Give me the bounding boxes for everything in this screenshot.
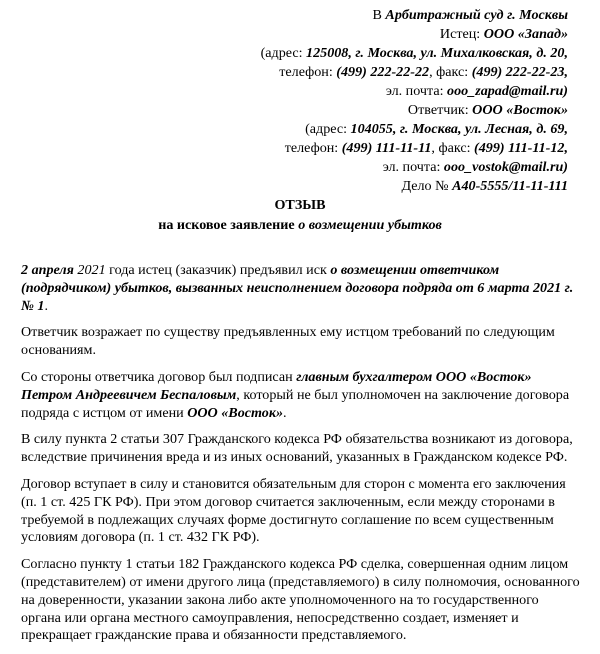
plaintiff-name: ООО «Запад» — [483, 26, 568, 42]
defendant-email: ooo_vostok@mail.ru) — [443, 159, 568, 175]
plaintiff-email: ooo_zapad@mail.ru) — [447, 83, 568, 99]
defendant-address-line: (адрес: 104055, г. Москва, ул. Лесная, д. 69, — [305, 121, 568, 137]
claim-date: 2 апреля — [21, 262, 74, 278]
court-name: Арбитражный суд г. Москвы — [385, 7, 568, 23]
paragraph-art-307: В силу пункта 2 статьи 307 Гражданского кодекса РФ обязательства возникают из договора, вследствие причинения вреда и из иных оснований, указанных в Гражданском кодексе РФ. — [21, 431, 573, 466]
addressee-block — [261, 6, 568, 196]
defendant-address: 104055, г. Москва, ул. Лесная, д. 69, — [350, 121, 568, 137]
plaintiff-fax: (499) 222-22-23, — [471, 64, 568, 80]
plaintiff-phone-line: телефон: (499) 222-22-22, факс: (499) 222-22-23, — [279, 64, 568, 80]
court-line: В Арбитражный суд г. Москвы — [372, 7, 568, 23]
plaintiff-address: 125008, г. Москва, ул. Михалковская, д. 20, — [306, 45, 568, 61]
document-title: ОТЗЫВ — [274, 197, 326, 213]
defendant-email-line: эл. почта: ooo_vostok@mail.ru) — [382, 159, 568, 175]
subtitle-subject: о возмещении убытков — [298, 217, 442, 233]
case-number-line: Дело № А40-5555/11-11-111 — [401, 178, 568, 194]
claim-subject: о возмещении ответчиком (подрядчиком) убытков, вызванных неисполнением договора подряда от 6 марта 2021 г. № 1 — [21, 262, 574, 314]
case-number: А40-5555/11-11-111 — [452, 178, 568, 194]
defendant-line: Ответчик: ООО «Восток» — [407, 102, 568, 118]
paragraph-signatory: Со стороны ответчика договор был подписан главным бухгалтером ООО «Восток» Петром Андреевичем Беспаловым, который не был уполномочен на заключение договора подряда с истцом от имени ООО «Восток». — [21, 368, 570, 421]
plaintiff-email-line: эл. почта: ooo_zapad@mail.ru) — [385, 83, 568, 99]
signatory-name: главным бухгалтером ООО «Восток» Петром Андреевичем Беспаловым — [21, 368, 532, 403]
defendant-fax: (499) 111-11-12, — [474, 140, 568, 156]
plaintiff-address-line: (адрес: 125008, г. Москва, ул. Михалковская, д. 20, — [260, 45, 568, 61]
document-subtitle: на исковое заявление о возмещении убытков — [158, 217, 442, 233]
defendant-org: ООО «Восток» — [187, 404, 284, 421]
plaintiff-line: Истец: ООО «Запад» — [439, 26, 568, 42]
plaintiff-phone: (499) 222-22-22 — [336, 64, 430, 80]
paragraph-art-182: Согласно пункту 1 статьи 182 Гражданского кодекса РФ сделка, совершенная одним лицом (представителем) от имени другого лица (представляемого) в силу полномочия, основанного на доверенности, указании закона либо акте уполномоченного на то государственного органа или органа местного самоуправления, непосредственно создает, изменяет и прекращает гражданские права и обязанности представляемого. — [21, 556, 580, 644]
document-body — [21, 262, 581, 654]
defendant-phone-line: телефон: (499) 111-11-11, факс: (499) 111-11-12, — [284, 140, 568, 156]
paragraph-art-425: Договор вступает в силу и становится обязательным для сторон с момента его заключения (п. 1 ст. 425 ГК РФ). При этом договор считается заключенным, если между сторонами в требуемой в подлежащих случаях форме достигнуто соглашение по всем существенным условиям договора (п. 1 ст. 432 ГК РФ). — [21, 475, 566, 546]
defendant-phone: (499) 111-11-11 — [341, 140, 432, 156]
paragraph-claim: 2 апреля 2021 года истец (заказчик) предъявил иск о возмещении ответчиком (подрядчиком) убытков, вызванных неисполнением договора подряда от 6 марта 2021 г. № 1. — [21, 262, 574, 314]
defendant-name: ООО «Восток» — [472, 102, 568, 118]
paragraph-objection: Ответчик возражает по существу предъявленных ему истцом требований по следующим основаниям. — [21, 324, 555, 359]
